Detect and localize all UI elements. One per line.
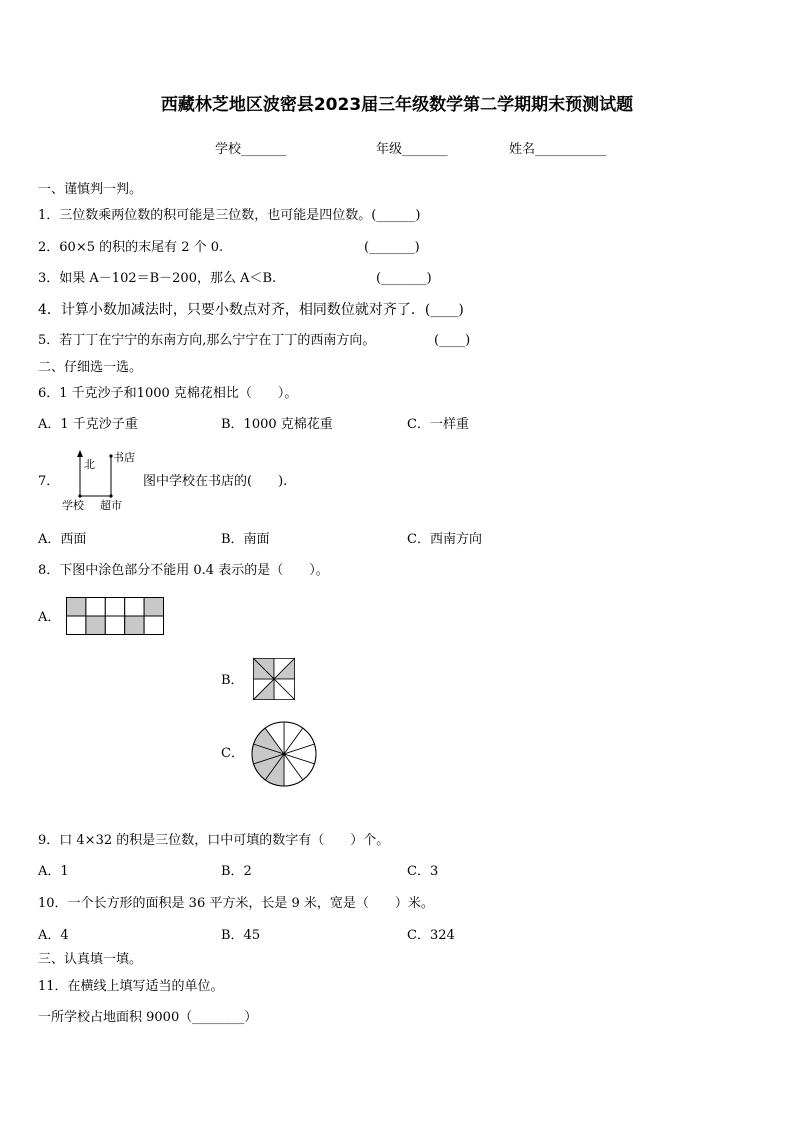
question-6-option-c[interactable]: C．一样重 [407, 417, 469, 432]
question-7: 图中学校在书店的( ). [143, 474, 288, 489]
question-10-option-b[interactable]: B．45 [221, 928, 261, 943]
question-9-option-b[interactable]: B．2 [221, 864, 252, 879]
question-8: 8．下图中涂色部分不能用 0.4 表示的是（ ）。 [38, 563, 329, 578]
question-5: 5．若丁丁在宁宁的东南方向,那么宁宁在丁丁的西南方向。 [38, 333, 376, 348]
question-2: 2．60×5 的积的末尾有 2 个 0. [38, 240, 224, 255]
map-label-school: 学校 [62, 499, 84, 512]
circle-figure-c [251, 721, 317, 787]
question-9-option-a[interactable]: A．1 [38, 864, 69, 879]
name-field[interactable]: 姓名___________ [509, 142, 607, 157]
question-1: 1．三位数乘两位数的积可能是三位数，也可能是四位数。(______) [38, 208, 421, 223]
question-2-blank[interactable]: (_______) [364, 240, 420, 255]
question-4: 4．计算小数加减法时，只要小数点对齐，相同数位就对齐了．(____) [38, 302, 464, 318]
question-5-blank[interactable]: (____) [434, 333, 471, 348]
question-3-blank[interactable]: (_______) [376, 271, 432, 286]
question-8-option-b[interactable]: B． [221, 673, 244, 688]
school-field[interactable]: 学校_______ [215, 142, 287, 157]
map-label-bookstore: 书店 [113, 451, 135, 464]
question-6-option-b[interactable]: B．1000 克棉花重 [221, 417, 333, 432]
map-label-supermarket: 超市 [100, 499, 122, 512]
question-11-item-1[interactable]: 一所学校占地面积 9000（________） [38, 1010, 258, 1025]
question-10: 10．一个长方形的面积是 36 平方米，长是 9 米，宽是（ ）米。 [38, 896, 434, 911]
section-2-heading: 二、仔细选一选。 [38, 360, 143, 375]
section-1-heading: 一、谨慎判一判。 [38, 182, 143, 197]
question-3: 3．如果 A－102＝B－200，那么 A＜B. [38, 271, 277, 286]
north-arrow-icon [77, 450, 83, 457]
question-7-option-c[interactable]: C．西南方向 [407, 532, 482, 547]
square-figure-b [253, 658, 295, 700]
question-9-option-c[interactable]: C．3 [407, 864, 439, 879]
question-8-option-c[interactable]: C． [221, 746, 244, 761]
question-8-option-a[interactable]: A． [38, 610, 61, 625]
page-title: 西藏林芝地区波密县2023届三年级数学第二学期期末预测试题 [160, 95, 634, 115]
question-7-option-b[interactable]: B．南面 [221, 532, 270, 547]
question-7-option-a[interactable]: A．西面 [38, 532, 87, 547]
section-3-heading: 三、认真填一填。 [38, 952, 143, 967]
question-7-number: 7． [38, 474, 60, 489]
question-10-option-a[interactable]: A．4 [38, 928, 69, 943]
question-10-option-c[interactable]: C．324 [407, 928, 455, 943]
question-9: 9．口 4×32 的积是三位数，口中可填的数字有（ ）个。 [38, 833, 390, 848]
grid-figure-a [66, 597, 164, 635]
map-label-north: 北 [84, 458, 95, 471]
grade-field[interactable]: 年级_______ [376, 142, 448, 157]
question-6-option-a[interactable]: A．1 千克沙子重 [38, 417, 138, 432]
question-6: 6．1 千克沙子和1000 克棉花相比（ ）。 [38, 386, 298, 401]
question-11: 11．在横线上填写适当的单位。 [38, 979, 224, 994]
